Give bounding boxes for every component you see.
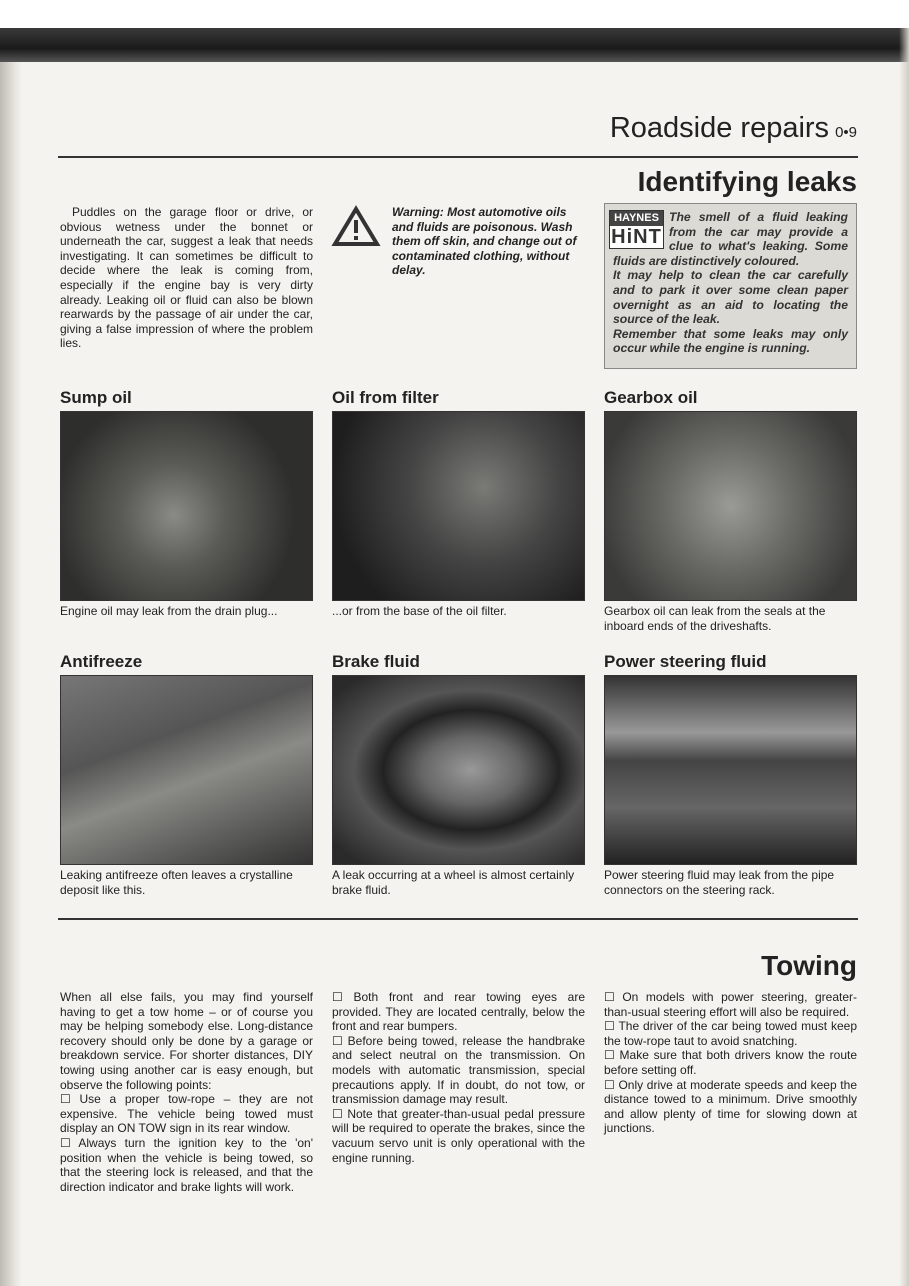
header-rule bbox=[58, 156, 858, 158]
towing-point-text: On models with power steering, greater-than-usual steering effort will also be required. bbox=[604, 990, 857, 1019]
towing-point: ☐ Both front and rear towing eyes are provided. They are located centrally, below the front and rear bumpers. bbox=[332, 990, 585, 1034]
towing-point: ☐ Make sure that both drivers know the route before setting off. bbox=[604, 1048, 858, 1077]
hint-text: The smell of a fluid leaking from the car may provide a clue to what's leaking. Some fluids are distinctively coloured. bbox=[613, 210, 848, 268]
section-title-power-steering: Power steering fluid bbox=[604, 652, 767, 671]
caption-brake-fluid: A leak occurring at a wheel is almost certainly brake fluid. bbox=[332, 868, 575, 897]
caption-oil-filter: ...or from the base of the oil filter. bbox=[332, 604, 507, 618]
towing-point: ☐ The driver of the car being towed must keep the tow-rope taut to avoid snatching. bbox=[604, 1019, 858, 1048]
section-title-oil-filter: Oil from filter bbox=[332, 388, 439, 407]
section-rule bbox=[58, 918, 858, 920]
towing-point: ☐ Before being towed, release the handbrake and select neutral on the transmission. On models with automatic transmission, special precautions apply. If in doubt, do not tow, or transmission damage may result. bbox=[332, 1033, 586, 1107]
towing-point-text: Note that greater-than-usual pedal pressure will be required to operate the brakes, since the vacuum servo unit is only operational with the engine running. bbox=[332, 1106, 585, 1165]
section-title-antifreeze: Antifreeze bbox=[60, 652, 143, 671]
towing-point-text: Make sure that both drivers know the route before setting off. bbox=[604, 1048, 858, 1077]
towing-column-3 bbox=[604, 990, 857, 1136]
warning-triangle-icon bbox=[333, 206, 379, 246]
scan-edge-band bbox=[0, 28, 909, 62]
towing-point: ☐ Use a proper tow-rope – they are not expensive. The vehicle being towed must display an ON TOW sign in its rear window. bbox=[60, 1092, 314, 1136]
towing-point-text: Only drive at moderate speeds and keep the distance towed to a minimum. Drive smoothly and allow plenty of time for slowing down at junctions. bbox=[604, 1077, 857, 1136]
photo-brake-fluid bbox=[332, 675, 585, 865]
photo-antifreeze bbox=[60, 675, 313, 865]
hint-text-3: Remember that some leaks may only occur while the engine is running. bbox=[613, 326, 848, 356]
towing-point-text: Always turn the ignition key to the 'on' position when the vehicle is being towed, so that the steering lock is released, and that the direction indicator and brake lights will work. bbox=[60, 1135, 313, 1194]
chapter-title: Roadside repairs bbox=[609, 112, 830, 144]
towing-point: ☐ On models with power steering, greater-than-usual steering effort will also be required. bbox=[604, 990, 857, 1019]
towing-column-1 bbox=[60, 990, 313, 1194]
towing-point: ☐ Always turn the ignition key to the 'on' position when the vehicle is being towed, so that the steering lock is released, and that the direction indicator and brake lights will work. bbox=[60, 1135, 313, 1194]
logo-top: HAYNES bbox=[610, 211, 663, 226]
haynes-hint-logo bbox=[609, 210, 664, 249]
caption-gearbox-oil: Gearbox oil can leak from the seals at the inboard ends of the driveshafts. bbox=[604, 604, 826, 633]
page-edge bbox=[899, 28, 909, 1286]
towing-point-text: Both front and rear towing eyes are provided. They are located centrally, below the front and rear bumpers. bbox=[332, 990, 585, 1034]
caption-antifreeze: Leaking antifreeze often leaves a crystalline deposit like this. bbox=[60, 868, 293, 897]
photo-sump-drain-plug bbox=[60, 411, 313, 601]
photo-oil-filter bbox=[332, 411, 585, 601]
caption-sump-oil: Engine oil may leak from the drain plug... bbox=[60, 604, 278, 618]
section-title-brake-fluid: Brake fluid bbox=[332, 652, 420, 671]
towing-point: ☐ Note that greater-than-usual pedal pressure will be required to operate the brakes, since the vacuum servo unit is only operational with the engine running. bbox=[332, 1106, 585, 1165]
towing-point-text: The driver of the car being towed must keep the tow-rope taut to avoid snatching. bbox=[604, 1019, 858, 1048]
caption-power-steering: Power steering fluid may leak from the pipe connectors on the steering rack. bbox=[604, 868, 835, 897]
hint-text-2: It may help to clean the car carefully and to park it over some clean paper overnight as an aid to locating the source of the leak. bbox=[613, 268, 848, 327]
running-header bbox=[610, 112, 857, 145]
towing-column-2 bbox=[332, 990, 586, 1165]
section-heading-identifying-leaks: Identifying leaks bbox=[637, 166, 857, 197]
towing-point: ☐ Only drive at moderate speeds and keep the distance towed to a minimum. Drive smoothly and allow plenty of time for slowing down at junctions. bbox=[604, 1077, 857, 1136]
haynes-hint-box bbox=[604, 203, 857, 369]
towing-point-text: Before being towed, release the handbrake and select neutral on the transmission. On models with automatic transmission, special precautions apply. If in doubt, do not tow, or transmission damage may result. bbox=[332, 1033, 586, 1107]
towing-intro: When all else fails, you may find yourself having to get a tow home – or of course you may be helping somebody else. Long-distance recovery should only be done by a garage or breakdown service. For shorter distances, DIY towing using another car is easy enough, but observe the following points: bbox=[60, 990, 313, 1092]
page-binding-shadow bbox=[0, 62, 22, 1286]
scan-margin bbox=[0, 0, 909, 28]
warning-text: Warning: Most automotive oils and fluids are poisonous. Wash them off skin, and change out of contaminated clothing, without delay. bbox=[392, 205, 577, 278]
section-title-gearbox-oil: Gearbox oil bbox=[604, 388, 698, 407]
logo-bottom: HiNT bbox=[611, 226, 662, 248]
section-heading-towing: Towing bbox=[761, 950, 857, 981]
towing-point-text: Use a proper tow-rope – they are not expensive. The vehicle being towed must display an ON TOW sign in its rear window. bbox=[60, 1092, 314, 1136]
photo-power-steering bbox=[604, 675, 857, 865]
photo-gearbox bbox=[604, 411, 857, 601]
intro-paragraph: Puddles on the garage floor or drive, or obvious wetness under the bonnet or underneath the car, suggest a leak that needs investigating. It can sometimes be difficult to decide where the leak is coming from, especially if the engine bay is very dirty already. Leaking oil or fluid can also be blown rearwards by the passage of air under the car, giving a false impression of where the problem lies. bbox=[60, 205, 313, 351]
page-number: 0•9 bbox=[835, 124, 857, 141]
section-title-sump-oil: Sump oil bbox=[60, 388, 132, 407]
